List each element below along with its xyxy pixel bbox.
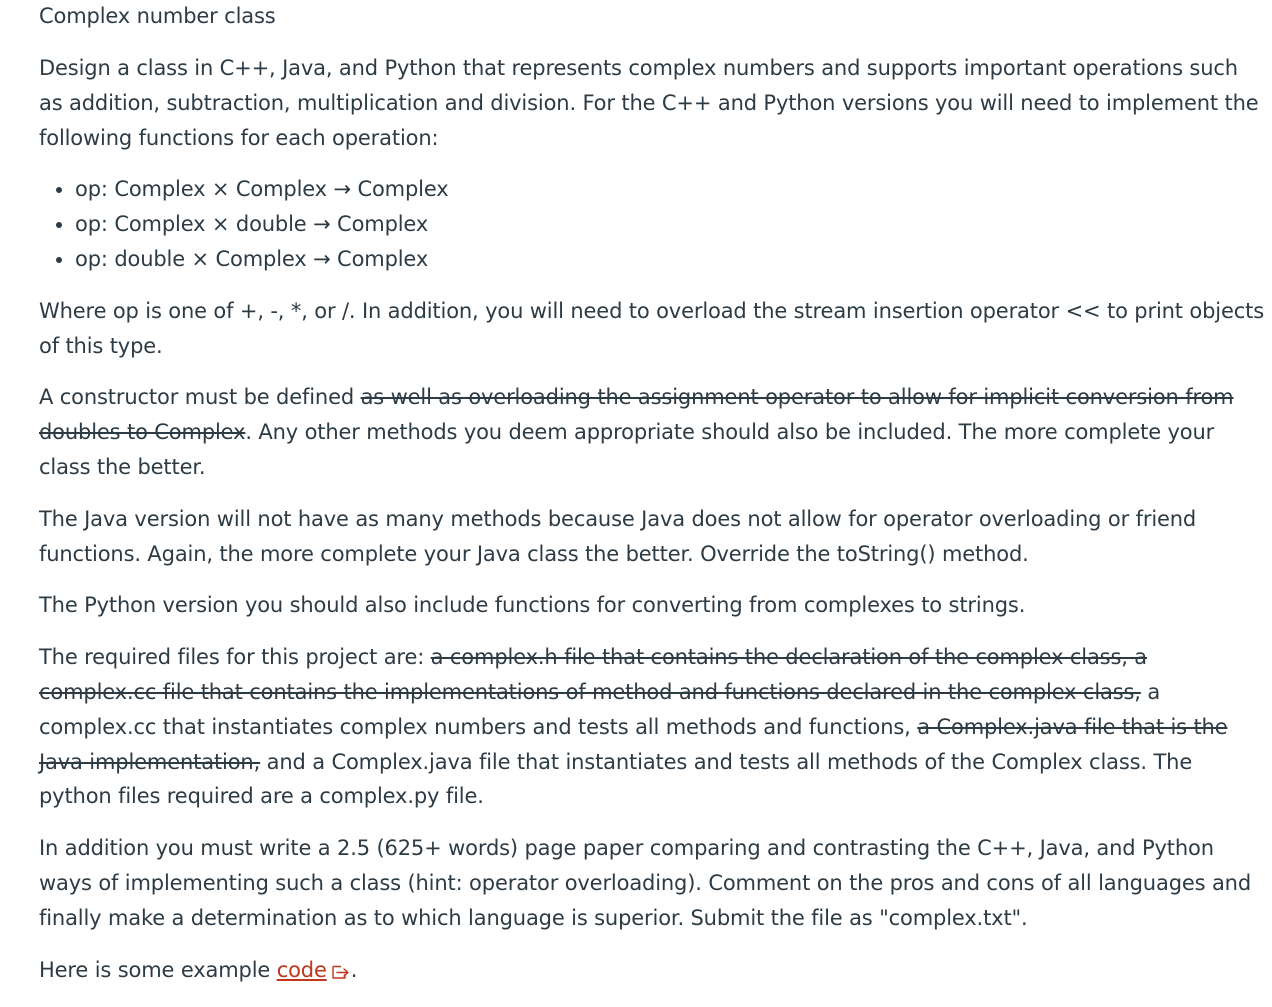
operations-list — [39, 172, 1264, 276]
example-paragraph — [39, 953, 1264, 991]
external-link-icon[interactable] — [331, 956, 351, 991]
required-files-mid: a complex.cc that instantiates complex numbers and tests all methods and functions, — [39, 679, 1161, 739]
constructor-tail: . Any other methods you deem appropriate should also be included. The more complete your class the better. — [39, 420, 1215, 479]
op-note-paragraph: Where op is one of +, -, *, or /. In addition, you will need to overload the stream insertion operator << to print objects of this type. — [39, 298, 1265, 358]
page-title: Complex number class — [39, 4, 276, 28]
example-lead: Here is some example — [39, 957, 277, 982]
constructor-lead: A constructor must be defined — [39, 385, 361, 410]
python-paragraph: The Python version you should also include functions for converting from complexes to strings. — [39, 593, 1026, 618]
constructor-paragraph — [39, 380, 1264, 484]
required-files-paragraph — [39, 640, 1264, 814]
intro-paragraph: Design a class in C++, Java, and Python that represents complex numbers and supports important operations such as addition, subtraction, multiplication and division. For the C++ and Python versions you will need to implement the following functions for each operation: — [39, 56, 1259, 150]
list-item: • op: double × Complex → Complex — [75, 242, 1264, 277]
required-files-lead: The required files for this project are: — [39, 645, 431, 670]
constructor-struck-text: as well as overloading the assignment operator to allow for implicit conversion from doubles to Complex — [39, 385, 1234, 445]
required-files-struck-2: a Complex.java file that is the Java implementation, — [39, 714, 1228, 774]
external-link-icon-svg — [331, 963, 351, 980]
assignment-content — [39, 0, 1264, 1007]
example-tail: . — [350, 957, 358, 982]
java-paragraph: The Java version will not have as many methods because Java does not allow for operator overloading or friend functions. Again, the more complete your Java class the better. Override the toString() method. — [39, 506, 1197, 566]
required-files-struck-1: a complex.h file that contains the declaration of the complex class, a complex.cc file that contains the implementations of method and functions declared in the complex class, — [39, 645, 1148, 704]
example-code-link[interactable]: code — [276, 957, 327, 982]
required-files-tail: and a Complex.java file that instantiates and tests all methods of the Complex class. The python files required are a complex.py file. — [39, 749, 1193, 809]
list-item: • op: Complex × Complex → Complex — [75, 172, 1264, 207]
paper-paragraph: In addition you must write a 2.5 (625+ words) page paper comparing and contrasting the C++, Java, and Python ways of implementing such a class (hint: operator overloading). Comment on the pros and cons of all languages and finally make a determination as to which language is superior. Submit the file as "complex.txt". — [39, 836, 1252, 930]
list-item: • op: Complex × double → Complex — [75, 207, 1264, 242]
